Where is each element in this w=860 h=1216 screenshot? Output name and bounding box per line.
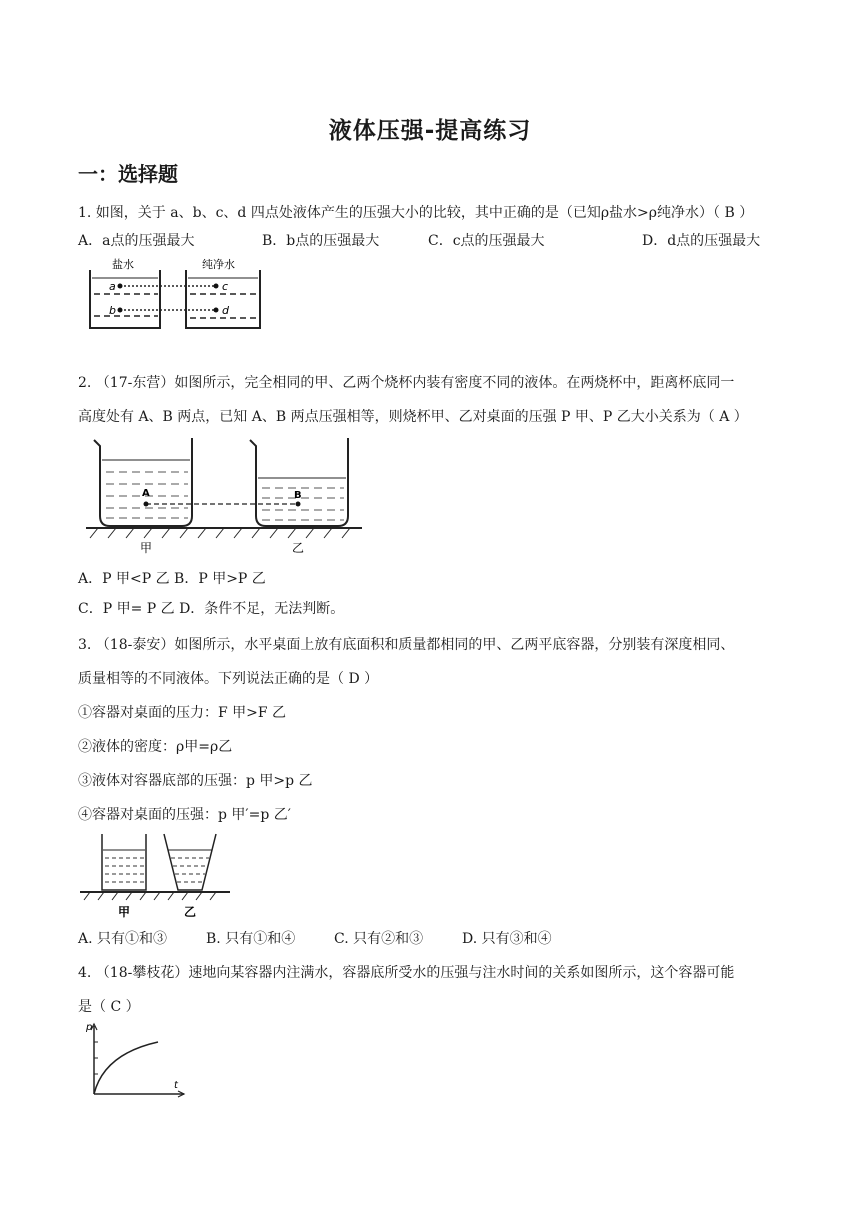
q4-line2: 是（ C ）: [78, 999, 140, 1015]
q2-line1: 2. （17-东营）如图所示，完全相同的甲、乙两个烧杯内装有密度不同的液体。在两烧杯中，距离杯底同一: [78, 375, 735, 391]
q3-statement-2: ②液体的密度：ρ甲=ρ乙: [78, 739, 233, 755]
q3-statement-1: ①容器对桌面的压力：F 甲>F 乙: [78, 705, 287, 721]
q4-figure: [82, 1020, 192, 1100]
q2-line2: 高度处有 A、B 两点，已知 A、B 两点压强相等，则烧杯甲、乙对桌面的压强 P 甲、P 乙大小关系为（ A ）: [78, 409, 748, 425]
q2-figure: [86, 434, 366, 558]
q3-option-a: A. 只有①和③: [78, 931, 168, 947]
q4-y-label: p: [86, 1022, 93, 1033]
q2-point-a: A: [142, 488, 150, 499]
q2-label-jia: 甲: [140, 541, 153, 555]
q1-option-c: C．c点的压强最大: [428, 233, 545, 249]
q1-figure: [82, 256, 272, 336]
q2-point-b: B: [294, 490, 302, 501]
q3-line2: 质量相等的不同液体。下列说法正确的是（ D ）: [78, 671, 379, 687]
q3-option-d: D. 只有③和④: [462, 931, 552, 947]
q3-option-c: C. 只有②和③: [334, 931, 424, 947]
q3-option-b: B. 只有①和④: [206, 931, 296, 947]
q3-statement-3: ③液体对容器底部的压强：p 甲>p 乙: [78, 773, 313, 789]
q4-line1: 4. （18-攀枝花）速地向某容器内注满水，容器底所受水的压强与注水时间的关系如图所示，这个容器可能: [78, 965, 735, 981]
q1-text: 1. 如图，关于 a、b、c、d 四点处液体产生的压强大小的比较，其中正确的是（已知ρ盐水>ρ纯净水）（ B ）: [78, 205, 754, 221]
q1-option-d: D．d点的压强最大: [642, 233, 761, 249]
q2-options-2: C．P 甲= P 乙 D．条件不足，无法判断。: [78, 601, 345, 617]
q1-label-purewater: 纯净水: [202, 258, 235, 271]
q3-statement-4: ④容器对桌面的压强：p 甲′=p 乙′: [78, 807, 291, 823]
q2-options-1: A．P 甲<P 乙 B．P 甲>P 乙: [78, 571, 266, 587]
q1-label-saltwater: 盐水: [112, 258, 134, 271]
q3-line1: 3. （18-泰安）如图所示，水平桌面上放有底面积和质量都相同的甲、乙两平底容器，分别装有深度相同、: [78, 637, 735, 653]
q2-label-yi: 乙: [292, 541, 305, 555]
page-title: 液体压强-提高练习: [328, 118, 532, 144]
q4-x-label: t: [174, 1080, 178, 1091]
q1-option-a: A．a点的压强最大: [78, 233, 195, 249]
q1-point-b: b: [109, 304, 116, 317]
q3-label-jia: 甲: [118, 905, 131, 919]
q3-label-yi: 乙: [184, 905, 197, 919]
q1-point-a: a: [109, 280, 116, 293]
q1-point-c: c: [222, 280, 229, 293]
q3-figure: [80, 832, 240, 922]
section-heading: 一：选择题: [78, 162, 178, 186]
q1-option-b: B．b点的压强最大: [262, 233, 380, 249]
q1-point-d: d: [222, 304, 229, 317]
